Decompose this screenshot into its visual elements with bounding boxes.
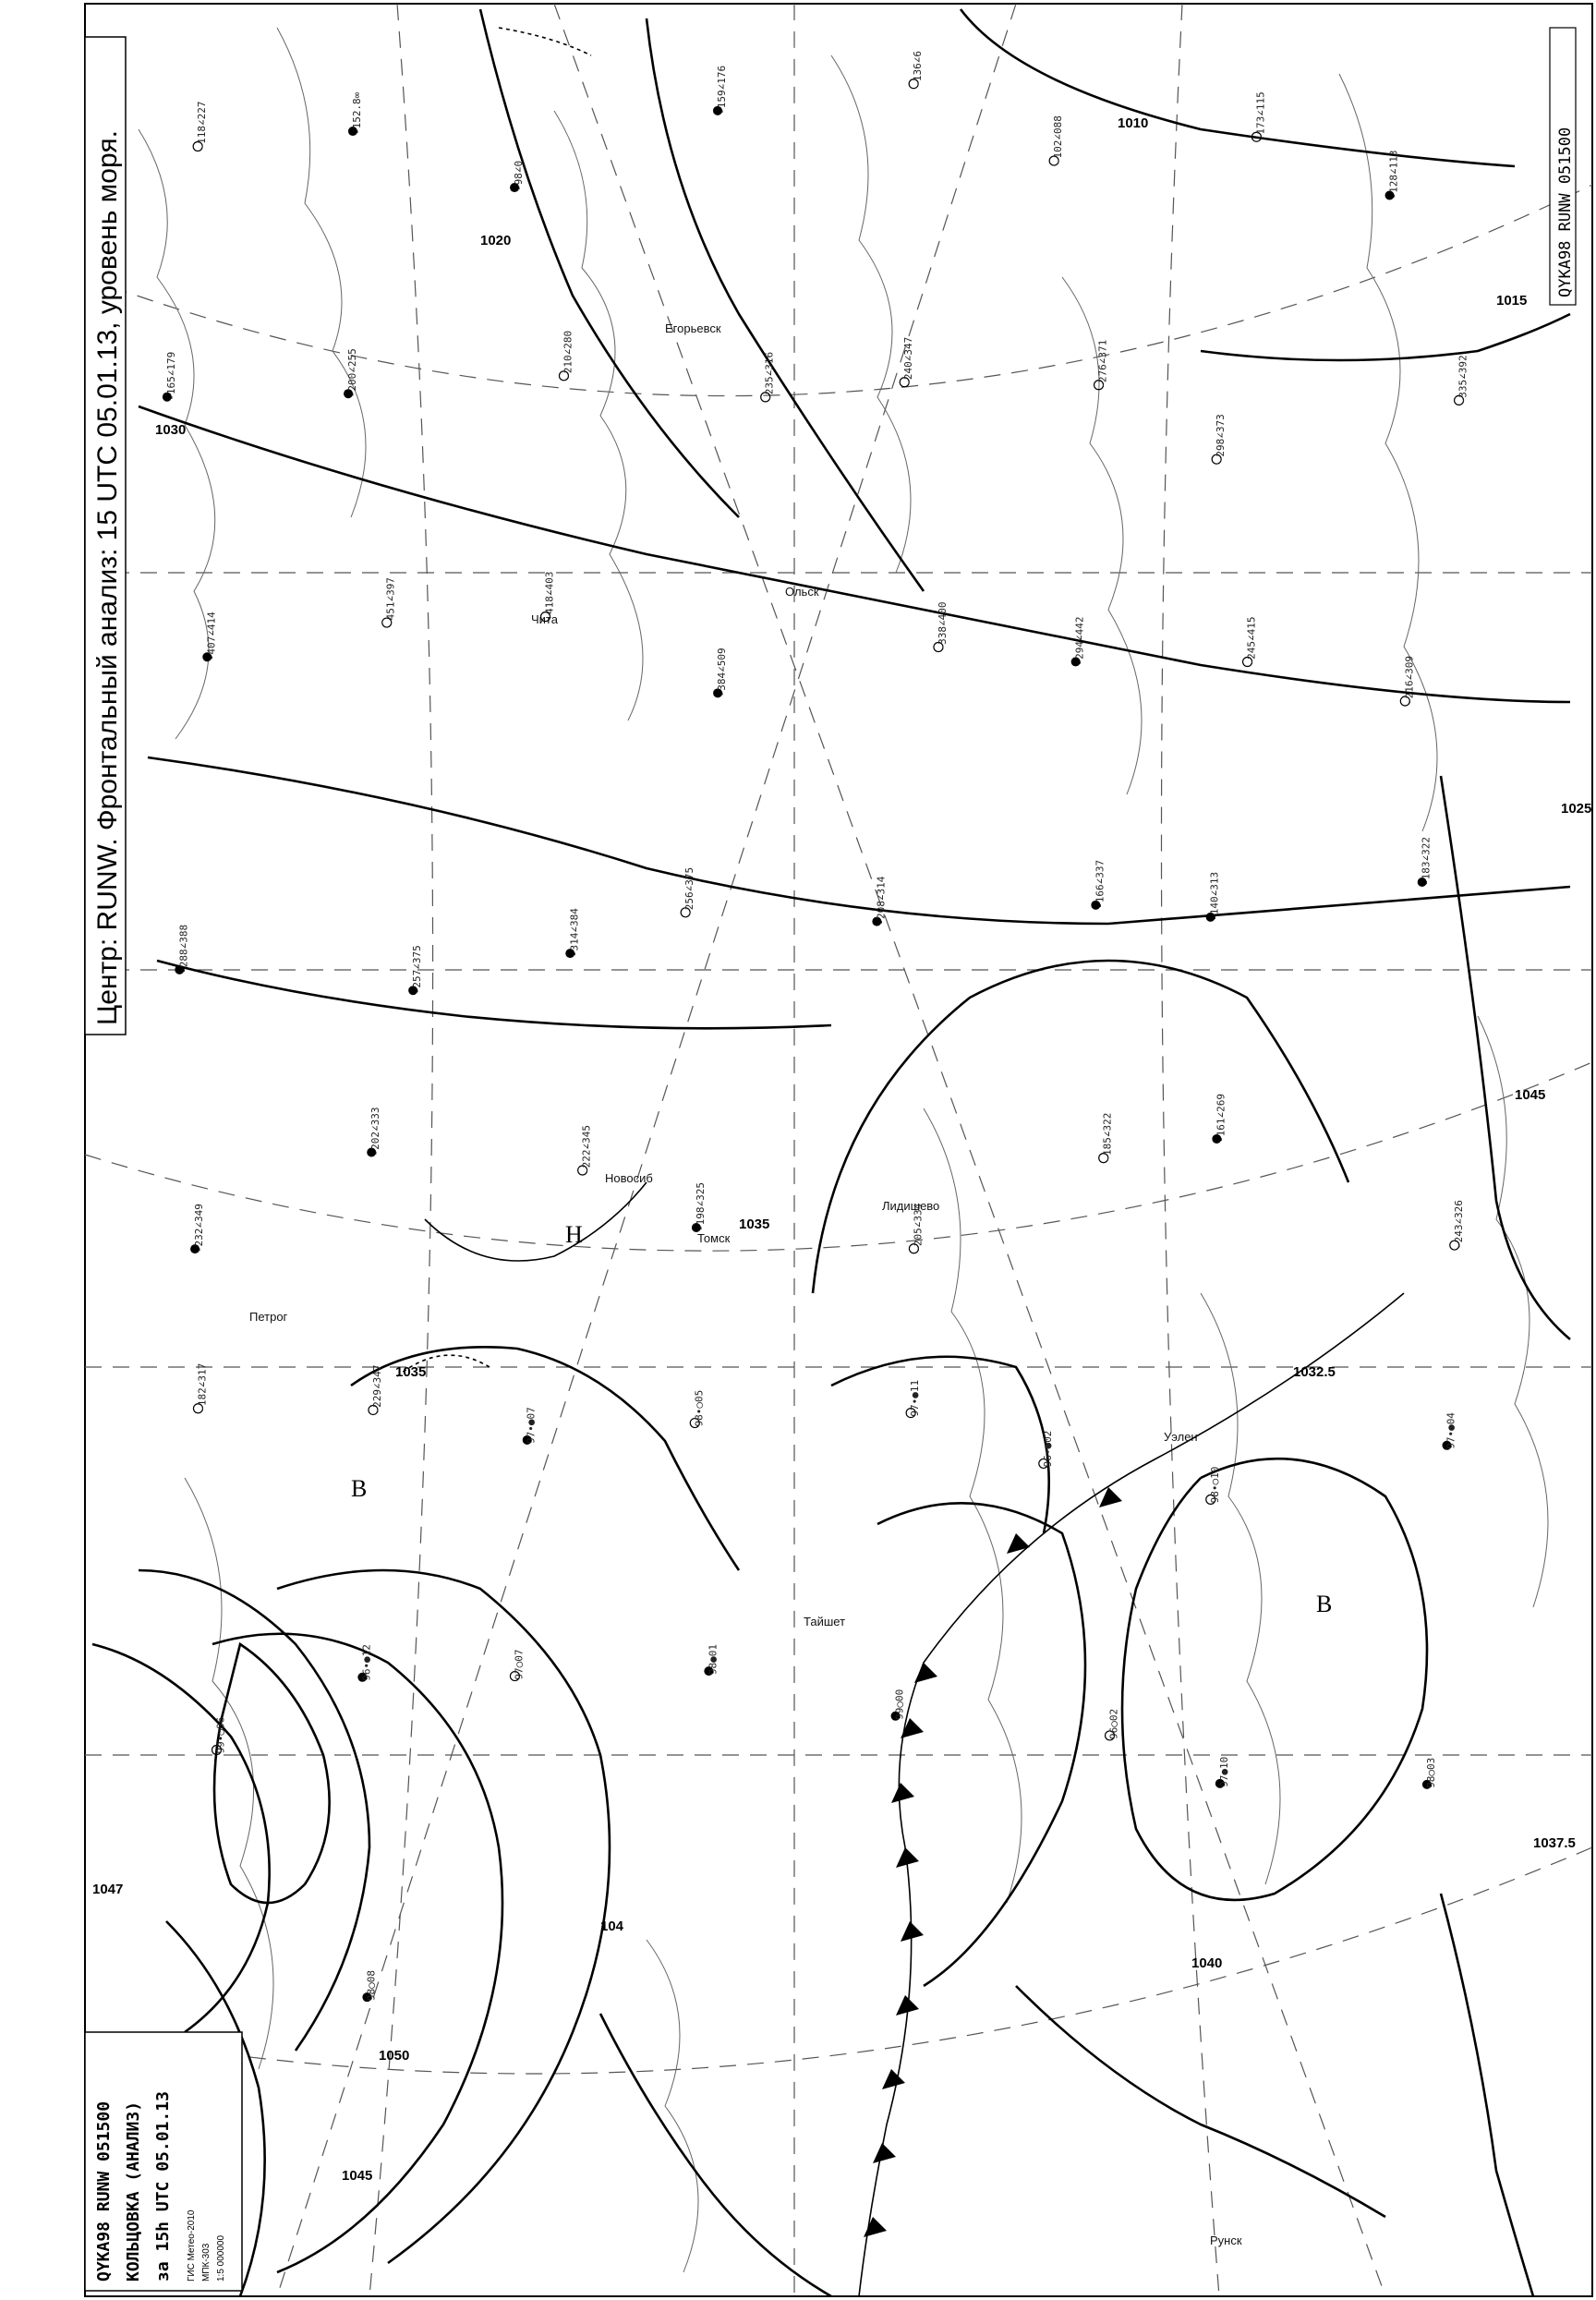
legend-code: QYKA98 RUNW 051500 bbox=[94, 2100, 114, 2282]
station-value: -216∠309 bbox=[1403, 656, 1416, 706]
station-plot bbox=[382, 577, 397, 627]
svg-text:Уэлен: Уэлен bbox=[1164, 1430, 1198, 1444]
station-value: -102∠088 bbox=[1052, 115, 1065, 165]
station-plot bbox=[578, 1125, 593, 1175]
svg-text:1037.5: 1037.5 bbox=[1533, 1835, 1576, 1851]
station-plot bbox=[357, 1644, 372, 1682]
svg-text:1040: 1040 bbox=[1191, 1955, 1223, 1971]
svg-text:Егорьевск: Егорьевск bbox=[665, 321, 721, 335]
station-plot bbox=[367, 1108, 381, 1157]
station-plot bbox=[1039, 1431, 1054, 1469]
station-plot bbox=[344, 348, 358, 398]
svg-text:1045: 1045 bbox=[342, 2168, 373, 2184]
station-value: -136∠6 bbox=[912, 50, 925, 88]
isobars bbox=[92, 9, 1570, 2296]
station-plot bbox=[1422, 1758, 1437, 1789]
svg-text:Новосиб: Новосиб bbox=[605, 1171, 653, 1185]
legend-line5: 1:5 000000 bbox=[216, 2234, 226, 2282]
station-plot bbox=[690, 1390, 705, 1428]
station-value: 96∙●12 bbox=[360, 1644, 373, 1681]
legend-box bbox=[85, 2032, 242, 2291]
station-plot bbox=[934, 602, 949, 652]
station-value: -182∠317 bbox=[196, 1362, 209, 1412]
station-value: 98∙○10 bbox=[1208, 1466, 1221, 1504]
svg-text:1035: 1035 bbox=[739, 1217, 770, 1232]
station-plot bbox=[523, 1407, 538, 1445]
station-plot bbox=[909, 51, 924, 89]
station-plot bbox=[1442, 1412, 1457, 1450]
station-value: -208∠314 bbox=[875, 876, 888, 926]
station-plot bbox=[1243, 617, 1258, 667]
station-value: 98○03 bbox=[1424, 1757, 1437, 1788]
station-plot bbox=[510, 161, 525, 192]
station-plot bbox=[713, 66, 728, 115]
station-plot bbox=[1049, 115, 1064, 165]
station-value: -152.8∞ bbox=[350, 91, 363, 136]
legend-line2: за 15h UTC 05.01.13 bbox=[153, 2091, 173, 2282]
station-value: -202∠333 bbox=[369, 1107, 382, 1156]
svg-text:1020: 1020 bbox=[480, 233, 512, 248]
pressure-centers bbox=[351, 1221, 1332, 1617]
station-plot bbox=[891, 1689, 906, 1721]
station-plot bbox=[559, 331, 574, 381]
station-value: 96○02 bbox=[1107, 1708, 1120, 1739]
station-value: -245∠415 bbox=[1245, 616, 1258, 666]
station-plot bbox=[900, 337, 914, 387]
svg-text:1045: 1045 bbox=[1515, 1087, 1546, 1103]
station-plot bbox=[1385, 150, 1400, 200]
station-plot bbox=[1251, 91, 1266, 141]
station-value: 98●01 bbox=[707, 1644, 719, 1676]
svg-text:Томск: Томск bbox=[697, 1231, 731, 1245]
station-plot bbox=[1091, 860, 1106, 910]
svg-text:1015: 1015 bbox=[1496, 293, 1528, 309]
station-value: 98○08 bbox=[365, 1970, 378, 2002]
station-value: -240∠347 bbox=[902, 336, 915, 386]
station-value: -159∠176 bbox=[715, 65, 728, 115]
station-value: -173∠115 bbox=[1254, 91, 1267, 141]
station-plot bbox=[1094, 340, 1109, 390]
station-plot bbox=[369, 1364, 383, 1414]
station-value: -161∠269 bbox=[1215, 1093, 1227, 1143]
station-plot bbox=[175, 925, 189, 974]
header-code: QYKA98 RUNW 051500 bbox=[1556, 127, 1575, 297]
station-plot bbox=[1071, 616, 1086, 666]
station-plot bbox=[713, 648, 728, 697]
station-value: -451∠397 bbox=[384, 577, 397, 627]
svg-text:104: 104 bbox=[600, 1919, 624, 1934]
station-value: -165∠179 bbox=[164, 351, 177, 401]
station-value: -229∠347 bbox=[370, 1364, 383, 1414]
station-value: -314∠384 bbox=[568, 908, 581, 958]
cold-front bbox=[859, 1293, 1404, 2296]
svg-text:Петрог: Петрог bbox=[249, 1310, 288, 1324]
station-value: 96∙●02 bbox=[1041, 1430, 1054, 1468]
station-value: -205∠334 bbox=[912, 1203, 925, 1253]
svg-text:Чита: Чита bbox=[531, 612, 558, 626]
station-value: 97○07 bbox=[513, 1649, 526, 1680]
header-code-box bbox=[1550, 28, 1576, 305]
station-value: -198∠325 bbox=[694, 1182, 707, 1231]
station-plot bbox=[348, 91, 363, 136]
station-plot bbox=[408, 945, 423, 995]
city-labels bbox=[249, 321, 1242, 2247]
station-plot bbox=[1418, 837, 1433, 887]
station-plot bbox=[761, 352, 776, 402]
station-value: 99∙○06 bbox=[214, 1716, 227, 1754]
station-value: -222∠345 bbox=[580, 1125, 593, 1175]
station-value: -166∠337 bbox=[1094, 859, 1106, 909]
station-plot bbox=[565, 908, 580, 958]
map-frame bbox=[85, 4, 1592, 2296]
station-value: -298∠373 bbox=[1215, 414, 1227, 464]
high-center-label: В bbox=[351, 1475, 368, 1502]
svg-text:1010: 1010 bbox=[1118, 115, 1149, 131]
station-plot bbox=[681, 867, 695, 917]
svg-text:1035: 1035 bbox=[395, 1364, 427, 1380]
station-value: 97●10 bbox=[1217, 1756, 1230, 1787]
station-value: -294∠442 bbox=[1073, 616, 1086, 666]
station-value: 97∙●11 bbox=[909, 1379, 922, 1417]
station-value: 97∙●07 bbox=[525, 1407, 538, 1444]
station-value: -335∠392 bbox=[1457, 355, 1469, 405]
station-value: -140∠313 bbox=[1208, 871, 1221, 921]
svg-text:1025: 1025 bbox=[1561, 801, 1592, 817]
legend-line3: ГИС Метео-2010 bbox=[187, 2209, 197, 2282]
svg-text:Тайшет: Тайшет bbox=[804, 1615, 846, 1628]
svg-text:1050: 1050 bbox=[379, 2048, 410, 2064]
station-value: -128∠113 bbox=[1387, 150, 1400, 200]
station-plot bbox=[1206, 1467, 1221, 1505]
station-value: -384∠509 bbox=[716, 648, 729, 697]
isobar-labels bbox=[92, 115, 1591, 2184]
station-plot bbox=[193, 1363, 208, 1413]
map-title: Центр: RUNW. Фронтальный анализ: 15 UTC 05.01.13, уровень моря. bbox=[92, 130, 123, 1025]
svg-text:1047: 1047 bbox=[92, 1882, 124, 1897]
station-value: -210∠280 bbox=[562, 330, 574, 380]
station-plot bbox=[909, 1203, 924, 1253]
station-value: -257∠375 bbox=[411, 945, 424, 995]
station-value: -232∠349 bbox=[193, 1204, 206, 1253]
map-title-box bbox=[85, 37, 126, 1035]
station-plot bbox=[510, 1649, 525, 1680]
station-plot bbox=[193, 102, 208, 151]
station-plot bbox=[692, 1182, 707, 1232]
station-value: 98∙○05 bbox=[693, 1389, 706, 1427]
station-value: -118∠227 bbox=[196, 101, 209, 151]
station-plot bbox=[212, 1717, 227, 1755]
svg-text:1030: 1030 bbox=[155, 422, 187, 438]
station-plot bbox=[362, 1970, 377, 2002]
station-plot bbox=[1212, 1094, 1227, 1144]
high-center-label: В bbox=[1316, 1591, 1333, 1617]
station-value: -276∠371 bbox=[1096, 339, 1109, 389]
station-value: 99○00 bbox=[893, 1689, 906, 1720]
station-value: -288∠388 bbox=[177, 924, 190, 974]
legend-line1: КОЛЬЦОВКА (АНАЛИЗ) bbox=[124, 2100, 143, 2282]
station-plot bbox=[1099, 1113, 1114, 1163]
station-plot bbox=[1206, 872, 1221, 922]
station-value: -243∠326 bbox=[1452, 1200, 1465, 1250]
station-plot bbox=[1450, 1200, 1465, 1250]
svg-text:Ольск: Ольск bbox=[785, 585, 819, 599]
low-center-label: Н bbox=[565, 1221, 583, 1248]
station-value: -98∠0 bbox=[513, 160, 526, 192]
svg-text:1032.5: 1032.5 bbox=[1293, 1364, 1336, 1380]
station-plot bbox=[1106, 1709, 1120, 1740]
station-value: 97∙●04 bbox=[1445, 1412, 1457, 1449]
svg-text:Лидишево: Лидишево bbox=[882, 1199, 940, 1213]
station-value: -183∠322 bbox=[1420, 837, 1433, 887]
station-value: -418∠403 bbox=[543, 571, 556, 621]
station-value: -407∠414 bbox=[205, 611, 218, 661]
station-plot bbox=[1400, 656, 1415, 706]
station-plot bbox=[202, 611, 217, 661]
station-plot bbox=[872, 876, 887, 926]
station-plot bbox=[541, 572, 556, 622]
svg-text:Рунск: Рунск bbox=[1210, 2233, 1242, 2247]
station-plot bbox=[704, 1644, 719, 1676]
coordinate-grid bbox=[85, 4, 1592, 2296]
station-plot bbox=[163, 352, 177, 402]
station-value: -185∠322 bbox=[1101, 1112, 1114, 1162]
legend-line4: МПК-303 bbox=[201, 2243, 212, 2282]
station-value: -200∠255 bbox=[346, 348, 359, 398]
station-value: -256∠375 bbox=[683, 866, 696, 916]
station-plot bbox=[1212, 414, 1227, 464]
station-plot bbox=[1455, 355, 1469, 405]
station-plot bbox=[1215, 1757, 1230, 1788]
station-plot bbox=[906, 1380, 921, 1418]
station-value: -338∠400 bbox=[936, 601, 949, 651]
station-value: -235∠316 bbox=[763, 351, 776, 401]
station-plot bbox=[190, 1204, 205, 1253]
